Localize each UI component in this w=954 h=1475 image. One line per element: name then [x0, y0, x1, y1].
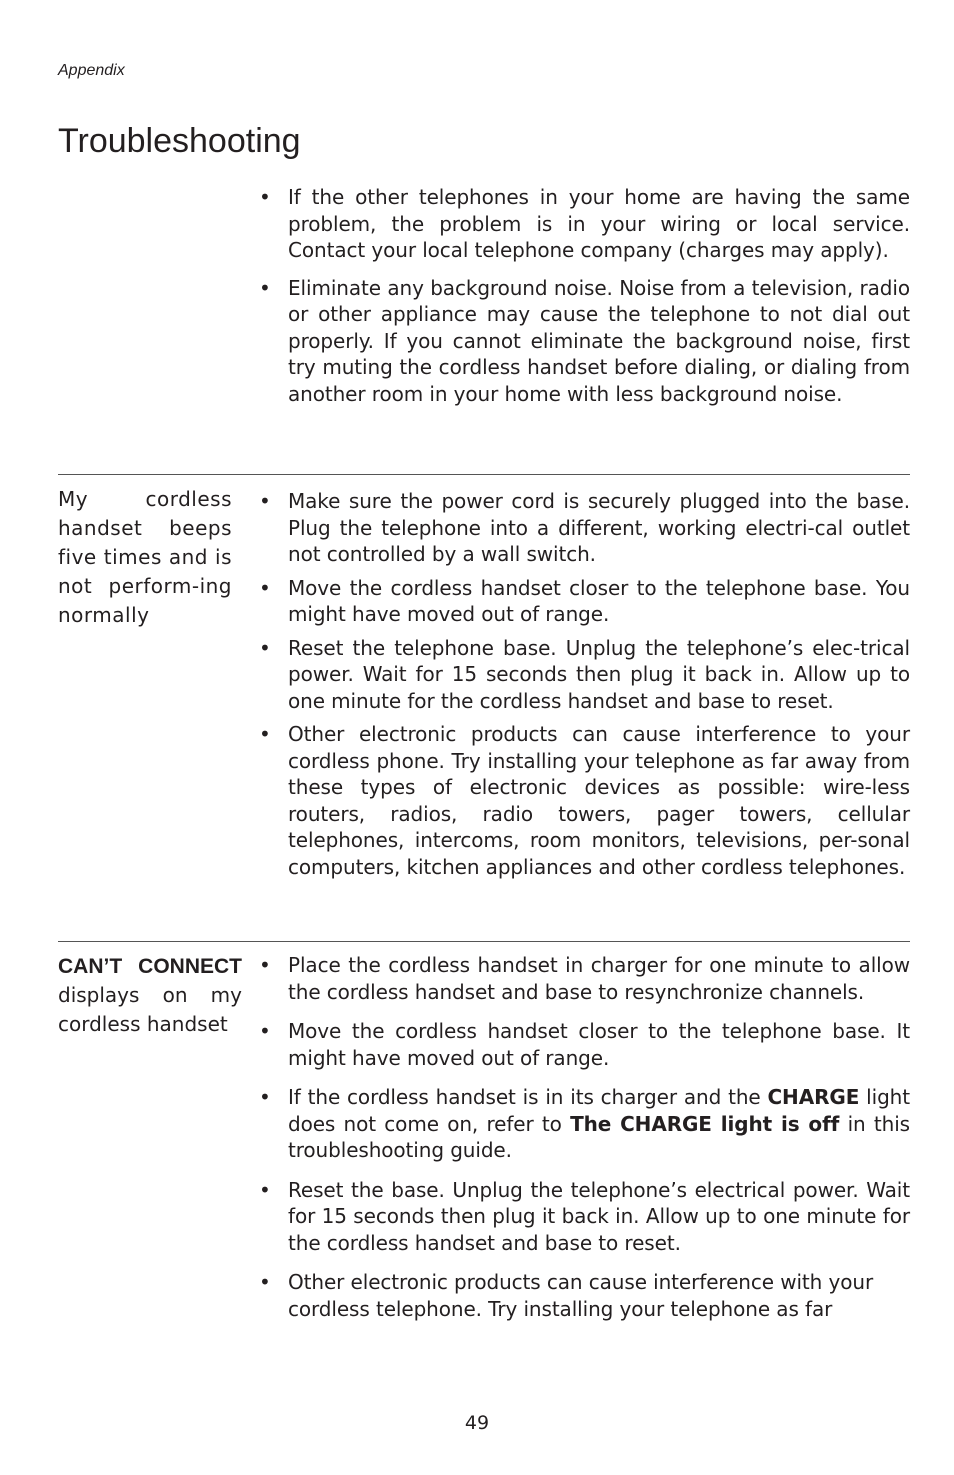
bullet-icon: • [259, 1019, 271, 1043]
solution-text: Eliminate any background noise. Noise from a television, radio or other appliance may cause the telephone to not dial out properly. If you cannot eliminate the background noise, first try muting the cordless handset before dialing, or dialing from another room in your home with less background noise. [288, 275, 910, 406]
solution-item [258, 575, 910, 628]
text-part: light does not come on, refer to [288, 1085, 910, 1136]
bullet-icon: • [259, 185, 271, 209]
solution-text: Place the cordless handset in charger for one minute to allow the cordless handset and base to resynchronize channels. [288, 953, 910, 1004]
bullet-icon: • [259, 575, 271, 600]
solution-list [258, 952, 910, 1335]
solution-text: Reset the telephone base. Unplug the telephone’s elec-trical power. Wait for 15 seconds then plug it back in. Allow up to one minute for the cordless handset and base to reset. [288, 635, 910, 713]
charge-keyword: CHARGE [767, 1085, 860, 1109]
bullet-icon: • [259, 1270, 271, 1294]
bullet-icon: • [259, 489, 271, 513]
solution-item [258, 1018, 910, 1071]
problem-keyword: CAN’T CONNECT [58, 955, 242, 978]
solution-item [258, 721, 910, 880]
solution-list [258, 488, 910, 887]
solution-item [258, 952, 910, 1005]
solution-text: Reset the base. Unplug the telephone’s electrical power. Wait for 15 seconds then plug it back in. Allow up to one minute for the cordless handset and base to reset. [288, 1177, 910, 1255]
bullet-icon: • [259, 1177, 271, 1202]
problem-description: My cordless handset beeps five times and is not perform-ing normally [58, 487, 232, 627]
cross-reference: The CHARGE light is off [570, 1111, 840, 1136]
solution-text: Other electronic products can cause interference with your cordless telephone. Try installing your telephone as far [288, 1270, 874, 1321]
solution-text: Make sure the power cord is securely plugged into the base. Plug the telephone into a different, working electri-cal outlet not controlled by a wall switch. [288, 489, 910, 566]
solution-text [288, 1085, 910, 1162]
solution-text: If the other telephones in your home are having the same problem, the problem is in your wiring or local service. Contact your local telephone company (charges may apply). [288, 185, 910, 262]
bullet-icon: • [259, 722, 271, 746]
solution-item [258, 1177, 910, 1257]
text-part: in this troubleshooting guide. [288, 1111, 910, 1162]
problem-text: displays on my cordless handset [58, 983, 242, 1036]
bullet-icon: • [259, 953, 271, 977]
problem-description [58, 952, 242, 1039]
solution-text: Move the cordless handset closer to the telephone base. It might have moved out of range. [288, 1019, 910, 1070]
solution-item [258, 488, 910, 568]
solution-text: Other electronic products can cause interference to your cordless phone. Try installing your telephone as far away from these types of electronic devices as possible: wire-less routers, radios, radio towers, pager towers, cellular telephones, intercoms, room monitors, televisions, per-sonal computers, kitchen appliances and other cordless telephones. [288, 722, 910, 879]
solution-item [258, 1084, 910, 1164]
solution-item [258, 275, 910, 408]
page-title: Troubleshooting [58, 122, 301, 160]
text-part: If the cordless handset is in its charger and the [288, 1085, 768, 1109]
solution-item [258, 184, 910, 264]
solution-text: Move the cordless handset closer to the telephone base. You might have moved out of range. [288, 575, 910, 626]
solution-item [258, 1269, 910, 1322]
solution-item [258, 635, 910, 715]
solution-list [258, 184, 910, 418]
troubleshooting-block-1 [58, 184, 910, 474]
troubleshooting-block-2 [58, 474, 910, 941]
section-label: Appendix [58, 62, 125, 79]
page-number: 49 [464, 1412, 490, 1434]
bullet-icon: • [259, 1085, 271, 1109]
bullet-icon: • [259, 275, 271, 300]
bullet-icon: • [259, 635, 271, 660]
troubleshooting-block-3 [58, 941, 910, 1362]
